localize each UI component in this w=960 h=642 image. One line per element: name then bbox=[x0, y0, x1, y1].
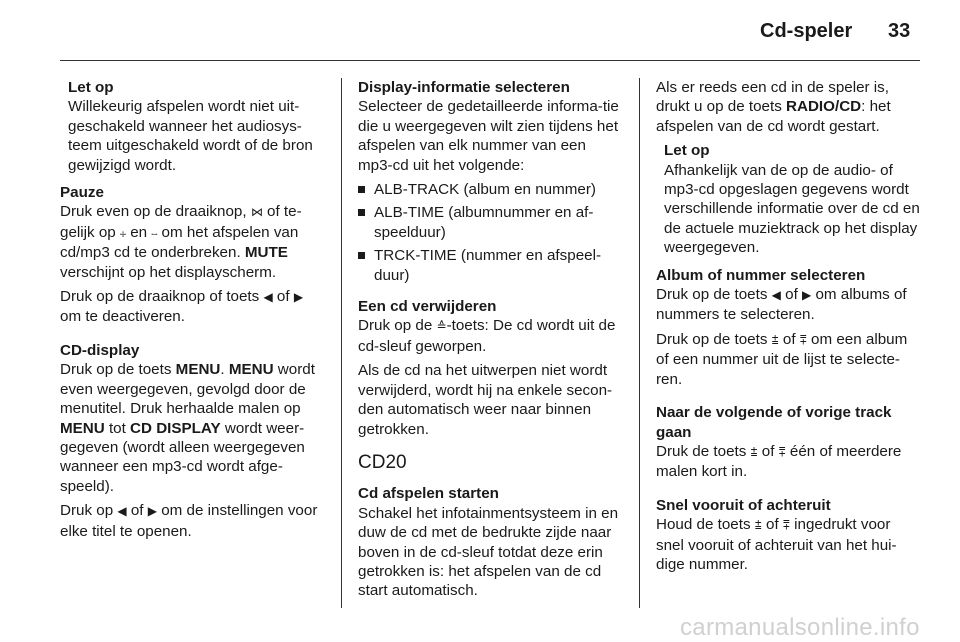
paragraph-play: Schakel het infotainmentsysteem in en duw de cd met de bedrukte zijde naar boven in de cd-sleuf totdat deze erin getrokken is: het afspelen van de cd start automatisch. bbox=[358, 504, 619, 600]
left-arrow-icon: ◀ bbox=[771, 288, 781, 303]
menu-label: MENU bbox=[60, 419, 105, 437]
text: om een album of een nummer uit de lijst te selecte-ren. bbox=[656, 330, 908, 388]
text: tot bbox=[104, 419, 131, 437]
section-title-play: Cd afspelen starten bbox=[358, 485, 499, 503]
paragraph-eject-2: Als de cd na het uitwerpen niet wordt verwijderd, wordt hij na enkele secon-den automatisch weer naar binnen getrokken. bbox=[358, 362, 613, 438]
track-up-icon: ⩲ bbox=[754, 518, 762, 533]
right-arrow-icon: ▶ bbox=[147, 504, 157, 519]
section-title-eject: Een cd verwijderen bbox=[358, 298, 497, 316]
list-item bbox=[358, 203, 624, 242]
track-down-icon: ⩱ bbox=[778, 444, 786, 459]
menu-label: MENU bbox=[175, 361, 221, 379]
text: om de instellingen voor elke titel te openen. bbox=[60, 502, 318, 540]
text: Druk op de draaiknop of toets bbox=[60, 288, 264, 306]
text: één of meerdere malen kort in. bbox=[656, 442, 902, 481]
list-item-text: ALB-TIME (albumnummer en af-speelduur) bbox=[374, 204, 594, 241]
paragraph-eject-1 bbox=[358, 316, 624, 356]
text: of bbox=[272, 288, 294, 306]
note-info bbox=[656, 141, 922, 257]
text: verschijnt op het displayscherm. bbox=[60, 263, 277, 281]
text: om albums of nummers te selecteren. bbox=[656, 286, 907, 324]
seek-down-icon: ⧿ bbox=[151, 225, 158, 240]
list-item-text: ALB-TRACK (album en nummer) bbox=[374, 181, 596, 199]
text: : het afspelen van de cd wordt gestart. bbox=[656, 98, 891, 135]
text: Druk even op de draaiknop, bbox=[60, 203, 251, 221]
bullet-square-icon bbox=[358, 252, 365, 259]
column-2 bbox=[358, 78, 624, 606]
note-text: Willekeurig afspelen wordt niet uit-geschakeld wanneer het audiosys-teem uitgeschakeld wordt of de bron gewijzigd wordt. bbox=[68, 98, 313, 174]
paragraph-radio-cd bbox=[656, 78, 922, 136]
text: Druk op de bbox=[358, 317, 437, 335]
text: of bbox=[757, 442, 779, 460]
track-down-icon: ⩱ bbox=[799, 332, 807, 347]
knob-icon: ⋈ bbox=[250, 205, 263, 220]
paragraph-album-1 bbox=[656, 285, 922, 325]
text: Druk de toets bbox=[656, 442, 751, 460]
list-item bbox=[358, 246, 624, 285]
text: wordt weer-gegeven (wordt alleen weergegeven wanneer een mp3-cd wordt afge-speeld). bbox=[60, 419, 305, 495]
text: Druk op de toets bbox=[656, 330, 772, 348]
paragraph-cd-display-2 bbox=[60, 501, 326, 541]
text: Houd de toets bbox=[656, 516, 755, 534]
note-title: Let op bbox=[68, 79, 114, 96]
text: . bbox=[220, 361, 229, 379]
section-title-fast-forward: Snel vooruit of achteruit bbox=[656, 496, 831, 514]
right-arrow-icon: ▶ bbox=[802, 288, 812, 303]
text: of bbox=[780, 286, 803, 304]
text: of te-gelijk op bbox=[60, 203, 302, 241]
note-title: Let op bbox=[664, 142, 710, 160]
section-title-next-track: Naar de volgende of vorige track gaan bbox=[656, 404, 892, 441]
text: wordt even weergegeven, gevolgd door de menutitel. Druk herhaalde malen op bbox=[60, 361, 315, 418]
left-arrow-icon: ◀ bbox=[263, 290, 273, 305]
bullet-square-icon bbox=[358, 186, 365, 193]
paragraph-cd-display-1 bbox=[60, 360, 326, 496]
text: of bbox=[761, 516, 783, 534]
list-item-text: TRCK-TIME (nummer en afspeel-duur) bbox=[374, 247, 602, 284]
text: om te deactiveren. bbox=[60, 308, 185, 326]
watermark-footer: carmanualsonline.info bbox=[680, 614, 920, 641]
paragraph-pauze-2 bbox=[60, 287, 326, 327]
text: Druk op de toets bbox=[60, 361, 176, 379]
paragraph-fast-forward bbox=[656, 515, 922, 574]
text: of bbox=[778, 330, 800, 348]
section-title-pauze: Pauze bbox=[60, 184, 104, 202]
header-rule bbox=[60, 60, 920, 61]
left-arrow-icon: ◀ bbox=[117, 504, 127, 519]
menu-label: MENU bbox=[228, 361, 274, 379]
right-arrow-icon: ▶ bbox=[293, 290, 304, 305]
mute-label: MUTE bbox=[244, 244, 288, 262]
cd-display-label: CD DISPLAY bbox=[130, 419, 221, 437]
display-options-list bbox=[358, 180, 624, 285]
paragraph-display-info: Selecteer de gedetailleerde informa-tie die u weergegeven wilt zien tijdens het afspelen van elk nummer van een mp3-cd uit het volgende: bbox=[358, 98, 619, 174]
paragraph-next-track bbox=[656, 442, 922, 482]
seek-up-icon: ⧾ bbox=[119, 225, 126, 240]
text: -toets: De cd wordt uit de cd-sleuf geworpen. bbox=[358, 317, 616, 355]
track-up-icon: ⩲ bbox=[771, 332, 779, 347]
column-divider-2 bbox=[639, 78, 640, 608]
eject-icon: ≙ bbox=[436, 319, 447, 334]
radio-cd-label: RADIO/CD bbox=[786, 98, 862, 116]
text: Als er reeds een cd in de speler is, drukt u op de toets bbox=[656, 79, 889, 116]
heading-cd20: CD20 bbox=[358, 451, 407, 473]
track-up-icon: ⩲ bbox=[750, 444, 758, 459]
column-1 bbox=[60, 78, 326, 546]
section-title-cd-display: CD-display bbox=[60, 341, 140, 359]
text: en bbox=[125, 223, 152, 241]
text: om het afspelen van cd/mp3 cd te onderbreken. bbox=[60, 223, 299, 262]
note-random bbox=[60, 78, 326, 175]
paragraph-pauze-1 bbox=[60, 202, 326, 282]
track-down-icon: ⩱ bbox=[782, 518, 790, 533]
note-text: Afhankelijk van de op de audio- of mp3-cd opgeslagen gegevens wordt verschillende informatie over de cd en de actuele muziektrack op het display weergegeven. bbox=[664, 161, 920, 257]
text: of bbox=[126, 502, 148, 520]
page-title: Cd-speler bbox=[760, 20, 853, 42]
section-title-album: Album of nummer selecteren bbox=[656, 266, 866, 284]
page-number: 33 bbox=[888, 20, 911, 42]
text: Druk op bbox=[60, 502, 118, 520]
section-title-display-info: Display-informatie selecteren bbox=[358, 79, 570, 96]
paragraph-album-2 bbox=[656, 330, 922, 389]
text: Druk op de toets bbox=[656, 286, 772, 304]
page-header bbox=[0, 0, 960, 60]
bullet-square-icon bbox=[358, 209, 365, 216]
text: ingedrukt voor snel vooruit of achteruit van het hui-dige nummer. bbox=[656, 516, 897, 573]
list-item bbox=[358, 180, 624, 199]
column-3 bbox=[656, 78, 922, 579]
column-divider-1 bbox=[341, 78, 342, 608]
